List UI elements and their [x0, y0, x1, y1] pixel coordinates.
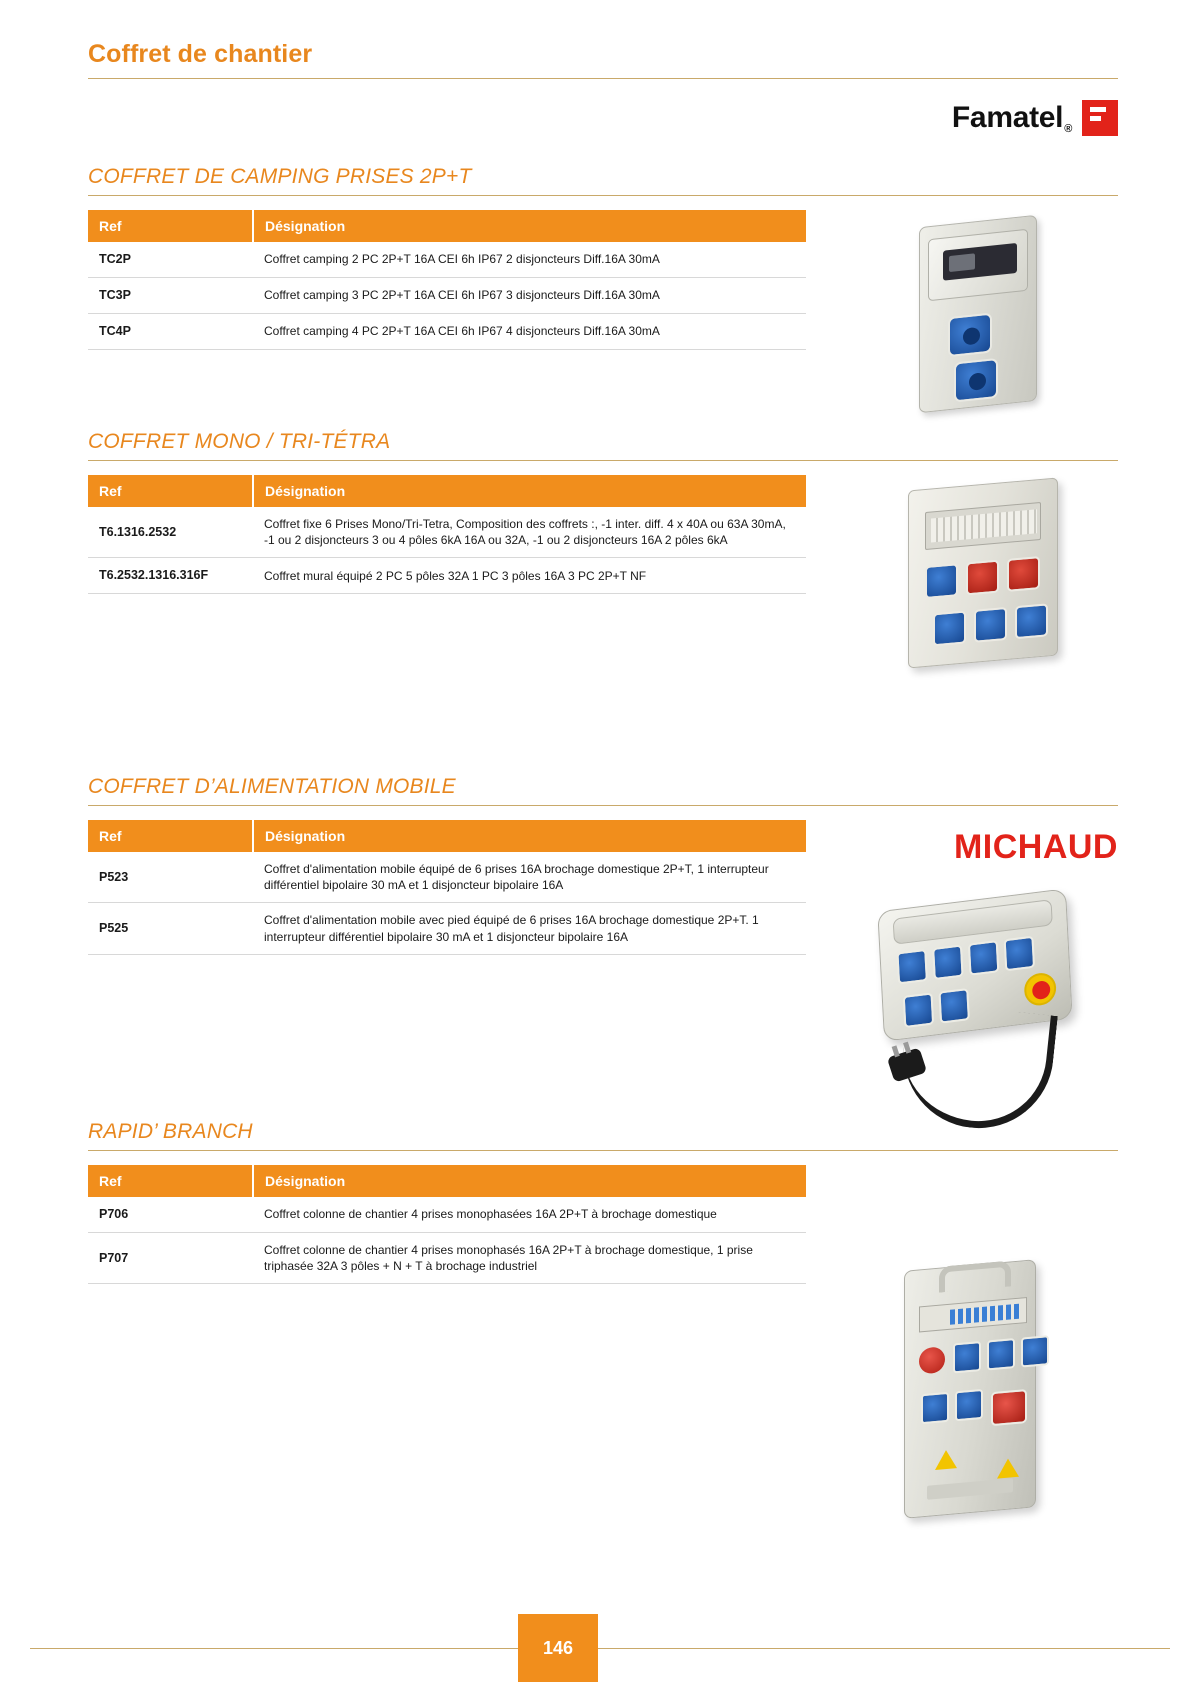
cell-designation: Coffret colonne de chantier 4 prises monophasés 16A 2P+T à brochage domestique, 1 prise triphasée 32A 3 pôles + N + T à brochage industriel	[253, 1232, 806, 1283]
column-header-designation: Désignation	[253, 210, 806, 242]
table-header-row	[88, 210, 806, 242]
product-image-rapid-branch	[890, 1255, 1100, 1525]
table-row	[88, 277, 806, 313]
socket-icon	[925, 563, 958, 599]
page-number-badge: 146	[518, 1614, 598, 1682]
three-phase-socket-icon	[991, 1389, 1027, 1426]
famatel-wordmark	[952, 101, 1072, 135]
cell-ref: TC2P	[88, 242, 253, 277]
cell-designation: Coffret camping 3 PC 2P+T 16A CEI 6h IP67 3 disjoncteurs Diff.16A 30mA	[253, 277, 806, 313]
cell-ref: P525	[88, 903, 253, 954]
breaker-knob-icon	[919, 1346, 945, 1374]
column-header-ref: Ref	[88, 1165, 253, 1197]
din-rail-module	[925, 502, 1041, 550]
din-rail-module	[919, 1297, 1027, 1332]
section-divider-camping	[88, 195, 1118, 196]
page-title: Coffret de chantier	[88, 40, 313, 68]
product-image-camping-box	[905, 215, 1075, 415]
socket-icon	[921, 1392, 949, 1424]
column-header-designation: Désignation	[253, 820, 806, 852]
socket-icon	[896, 949, 927, 985]
camping-box-window	[943, 243, 1017, 281]
table-header-row	[88, 475, 806, 507]
socket-icon	[954, 358, 998, 403]
header-divider	[88, 78, 1118, 79]
table-row	[88, 1232, 806, 1283]
socket-row-top	[896, 936, 1035, 985]
socket-icon	[1015, 603, 1048, 639]
column-header-ref: Ref	[88, 475, 253, 507]
section-title-mono-tri: COFFRET MONO / TRI-TÉTRA	[88, 430, 391, 453]
warning-triangle-icon	[997, 1458, 1019, 1479]
table-row	[88, 242, 806, 277]
camping-box-body	[919, 215, 1037, 413]
registered-trademark-icon: ®	[1064, 123, 1072, 135]
camping-box-lid	[928, 229, 1028, 302]
famatel-f-icon	[1082, 100, 1118, 136]
cell-designation: Coffret colonne de chantier 4 prises monophasées 16A 2P+T à brochage domestique	[253, 1197, 806, 1232]
emergency-stop-icon	[1023, 971, 1056, 1007]
table-alimentation-mobile	[88, 820, 806, 955]
cell-ref: T6.2532.1316.316F	[88, 558, 253, 594]
page-header	[88, 40, 1118, 79]
socket-icon	[932, 944, 963, 980]
section-divider-rapid-branch	[88, 1150, 1118, 1151]
table-row	[88, 507, 806, 558]
socket-icon	[948, 313, 992, 358]
cell-ref: T6.1316.2532	[88, 507, 253, 558]
table-row	[88, 852, 806, 903]
cell-designation: Coffret d'alimentation mobile avec pied équipé de 6 prises 16A brochage domestique 2P+T. 1 interrupteur différentiel bipolaire 30 mA et 1 disjoncteur bipolaire 16A	[253, 903, 806, 954]
column-header-ref: Ref	[88, 210, 253, 242]
section-title-alimentation-mobile: COFFRET D’ALIMENTATION MOBILE	[88, 775, 456, 798]
socket-icon	[1004, 936, 1035, 972]
table-row	[88, 903, 806, 954]
table-mono-tri	[88, 475, 806, 594]
cell-ref: P707	[88, 1232, 253, 1283]
famatel-logo	[952, 100, 1118, 136]
cell-designation: Coffret fixe 6 Prises Mono/Tri-Tetra, Composition des coffrets :, -1 inter. diff. 4 x 40A ou 63A 30mA, -1 ou 2 disjoncteurs 3 ou 4 pôles 6kA 16A ou 32A, -1 ou 2 disjoncteurs 16A 2 pôles 6kA	[253, 507, 806, 558]
cell-ref: P706	[88, 1197, 253, 1232]
section-title-rapid-branch: RAPID’ BRANCH	[88, 1120, 253, 1143]
column-header-designation: Désignation	[253, 475, 806, 507]
socket-icon	[987, 1338, 1015, 1370]
table-rapid-branch	[88, 1165, 806, 1284]
michaud-logo: MICHAUD	[953, 828, 1118, 866]
cell-ref: P523	[88, 852, 253, 903]
socket-icon	[968, 940, 999, 976]
column-header-designation: Désignation	[253, 1165, 806, 1197]
socket-icon	[966, 560, 999, 596]
mono-box-body	[908, 477, 1058, 668]
warning-triangle-icon	[935, 1449, 957, 1470]
rapid-branch-body	[904, 1259, 1036, 1519]
cell-ref: TC3P	[88, 277, 253, 313]
socket-icon	[955, 1389, 983, 1421]
cell-ref: TC4P	[88, 313, 253, 349]
carry-handle	[939, 1260, 1011, 1292]
column-header-ref: Ref	[88, 820, 253, 852]
cell-designation: Coffret d'alimentation mobile équipé de 6 prises 16A brochage domestique 2P+T, 1 interrupteur différentiel bipolaire 30 mA et 1 disjoncteur bipolaire 16A	[253, 852, 806, 903]
socket-row-top	[953, 1335, 1049, 1373]
table-row	[88, 313, 806, 349]
product-image-mobile-unit	[880, 890, 1120, 1140]
cell-designation: Coffret camping 2 PC 2P+T 16A CEI 6h IP67 2 disjoncteurs Diff.16A 30mA	[253, 242, 806, 277]
table-header-row	[88, 820, 806, 852]
socket-row-bottom	[933, 603, 1048, 646]
socket-icon	[1021, 1335, 1049, 1367]
famatel-label: Famatel	[951, 101, 1064, 134]
product-image-mono-tri-box	[898, 480, 1088, 680]
section-divider-alimentation-mobile	[88, 805, 1118, 806]
socket-row-top	[925, 556, 1040, 599]
cell-designation: Coffret camping 4 PC 2P+T 16A CEI 6h IP67 4 disjoncteurs Diff.16A 30mA	[253, 313, 806, 349]
section-title-camping: COFFRET DE CAMPING PRISES 2P+T	[88, 165, 472, 188]
table-row	[88, 558, 806, 594]
cell-designation: Coffret mural équipé 2 PC 5 pôles 32A 1 PC 3 pôles 16A 3 PC 2P+T NF	[253, 558, 806, 594]
section-divider-mono-tri	[88, 460, 1118, 461]
footer-divider	[30, 1648, 1170, 1649]
socket-icon	[1007, 556, 1040, 592]
product-label	[927, 1478, 1013, 1500]
table-header-row	[88, 1165, 806, 1197]
socket-row-bottom	[921, 1389, 983, 1424]
table-row	[88, 1197, 806, 1232]
socket-icon	[953, 1341, 981, 1373]
socket-icon	[933, 610, 966, 646]
table-camping	[88, 210, 806, 350]
socket-icon	[974, 607, 1007, 643]
